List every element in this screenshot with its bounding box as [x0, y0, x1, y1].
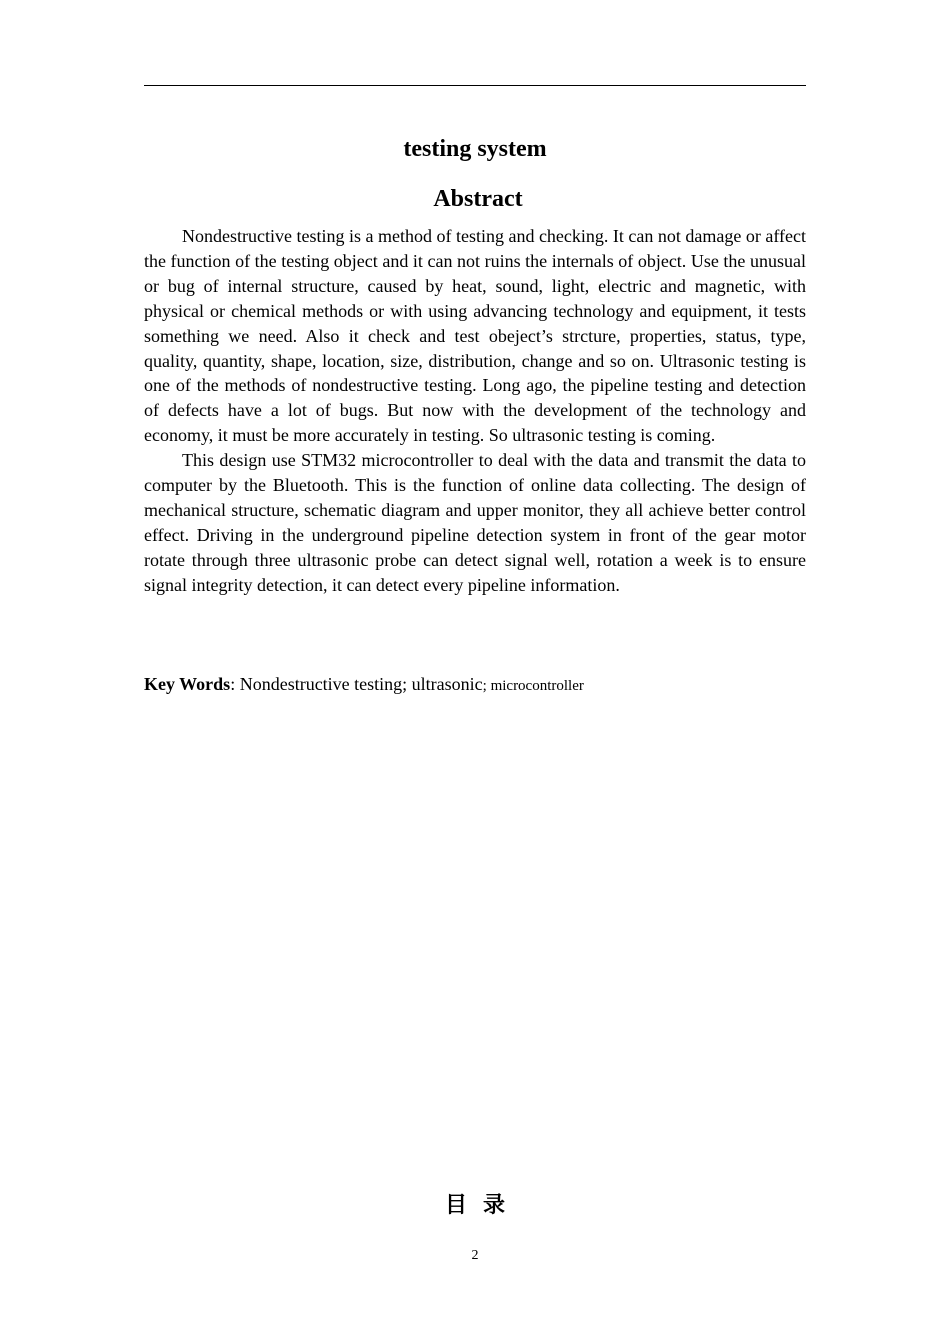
abstract-paragraph-1: Nondestructive testing is a method of testing and checking. It can not damage or affect the function of the testing object and it can not ruins the internals of object. Use the unusual or bug of internal structure, caused by heat, sound, light, electric and magnetic, with physical or chemical methods or with using advancing technology and equipment, it tests something we need. Also it check and test obeject’s strcture, properties, status, type, quality, quantity, shape, location, size, distribution, change and so on. Ultrasonic testing is one of the methods of nondestructive testing. Long ago, the pipeline testing and detection of defects have a lot of bugs. But now with the development of the technology and economy, it must be more accurately in testing. So ultrasonic testing is coming.: [144, 226, 806, 446]
keywords-label: Key Words: [144, 674, 231, 694]
header-rule: [144, 85, 806, 86]
toc-heading: 目录: [444, 1193, 521, 1218]
abstract-heading: Abstract: [433, 186, 523, 212]
abstract-body: [144, 224, 806, 598]
page-number: 2: [471, 1248, 479, 1263]
abstract-paragraph-2: This design use STM32 microcontroller to deal with the data and transmit the data to computer by the Bluetooth. This is the function of online data collecting. The design of mechanical structure, schematic diagram and upper monitor, they all achieve better control effect. Driving in the underground pipeline detection system in front of the gear motor rotate through three ultrasonic probe can detect signal well, rotation a week is to ensure signal integrity detection, it can detect every pipeline information.: [144, 450, 806, 595]
keywords-line: [144, 672, 806, 699]
document-title: testing system: [403, 136, 547, 162]
keywords-separator: :: [230, 674, 240, 694]
keywords-terms-small: ; microcontroller: [482, 678, 584, 694]
keywords-terms: Nondestructive testing; ultrasonic: [239, 674, 483, 694]
